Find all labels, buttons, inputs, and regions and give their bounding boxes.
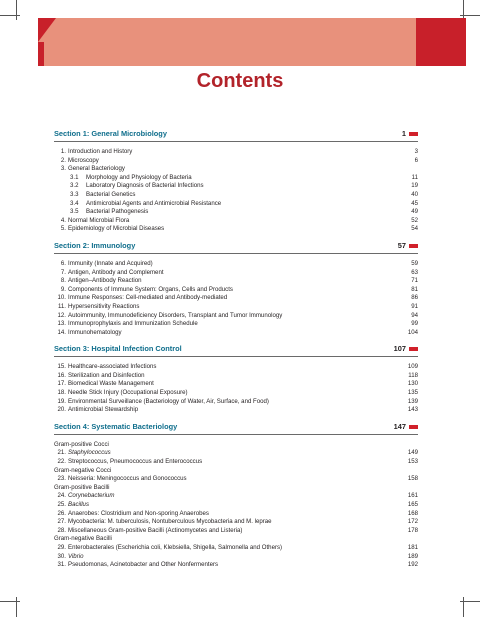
- entry-number: 9.: [60, 285, 66, 293]
- toc-entry[interactable]: [54, 312, 418, 321]
- entry-title: Antimicrobial Stewardship: [68, 406, 139, 414]
- entry-number: 31.: [57, 561, 66, 569]
- entry-number: 30.: [57, 552, 66, 560]
- toc-entry[interactable]: [54, 458, 418, 467]
- entry-number: 15.: [57, 363, 66, 371]
- toc-entry[interactable]: [54, 544, 418, 553]
- toc-entry[interactable]: [54, 217, 418, 226]
- entry-title: Miscellaneous Gram-positive Bacilli (Actinomycetes and Listeria): [68, 526, 243, 534]
- crop-mark: [16, 597, 17, 617]
- entry-number: 3.: [60, 165, 66, 173]
- entry-title: Gram-positive Bacilli: [54, 483, 110, 491]
- entry-title: Environmental Surveillance (Bacteriology of Water, Air, Surface, and Food): [68, 397, 269, 405]
- entry-page: 192: [407, 561, 418, 569]
- toc-entry[interactable]: [54, 553, 418, 562]
- section-rule: [54, 434, 418, 435]
- entry-title: Antimicrobial Agents and Antimicrobial Resistance: [86, 199, 222, 207]
- toc-entry[interactable]: [54, 182, 418, 191]
- entry-number: 12.: [57, 311, 66, 319]
- toc-group-label: [54, 484, 418, 493]
- entry-title: Streptococcus, Pneumococcus and Enterococcus: [68, 458, 203, 466]
- toc-entry[interactable]: [54, 200, 418, 209]
- entry-number: 25.: [57, 501, 66, 508]
- entry-number: 8.: [60, 277, 66, 285]
- toc-entry[interactable]: [54, 561, 418, 570]
- entry-number: 6.: [60, 259, 66, 267]
- entry-number: 7.: [60, 268, 66, 276]
- toc-entry[interactable]: [54, 269, 418, 278]
- entry-number: 3.5: [70, 208, 79, 216]
- entry-number: 10.: [57, 294, 66, 302]
- entry-number: 11.: [57, 302, 66, 310]
- section-heading[interactable]: [54, 128, 418, 142]
- entry-number: 28.: [57, 526, 66, 534]
- toc-entry[interactable]: [54, 303, 418, 312]
- toc-group-label: [54, 535, 418, 544]
- toc-entry[interactable]: [54, 286, 418, 295]
- section-title: Section 2: Immunology: [54, 240, 136, 250]
- entry-number: 22.: [57, 458, 66, 466]
- entry-page: 59: [411, 259, 418, 267]
- entry-title: Immunity (Innate and Acquired): [68, 259, 153, 267]
- entry-page: 165: [407, 501, 418, 508]
- entry-number: 18.: [57, 389, 66, 397]
- section-heading[interactable]: [54, 343, 418, 357]
- entry-page: 161: [407, 492, 418, 500]
- entry-title: Gram-negative Cocci: [54, 466, 112, 474]
- entry-title: Vibrio: [68, 552, 84, 560]
- toc-entry[interactable]: [54, 277, 418, 286]
- section-marker: [409, 425, 418, 429]
- entry-page: 153: [407, 458, 418, 466]
- entry-page: 178: [407, 526, 418, 534]
- section-page: 57: [397, 240, 406, 250]
- entry-number: 19.: [57, 397, 66, 405]
- section-heading[interactable]: [54, 421, 418, 435]
- section-marker: [409, 347, 418, 351]
- toc-entry[interactable]: [54, 191, 418, 200]
- entry-page: 45: [411, 199, 418, 207]
- entry-page: 3: [414, 148, 418, 155]
- entry-page: 11: [411, 173, 418, 181]
- toc-entry[interactable]: [54, 501, 418, 510]
- entry-page: 91: [411, 302, 418, 310]
- toc-entry[interactable]: [54, 165, 418, 174]
- entry-title: Enterobacterales (Escherichia coli, Klebsiella, Shigella, Salmonella and Others): [68, 543, 283, 551]
- entry-title: Bacterial Pathogenesis: [86, 208, 149, 216]
- entry-number: 3.4: [70, 199, 79, 207]
- entry-number: 27.: [57, 518, 66, 526]
- entry-page: 181: [407, 543, 418, 551]
- entry-title: Bacillus: [68, 501, 89, 508]
- entry-title: Immunohematology: [68, 328, 122, 336]
- toc-entry[interactable]: [54, 389, 418, 398]
- entry-title: Epidemiology of Microbial Diseases: [68, 225, 165, 233]
- entry-page: 81: [411, 285, 418, 293]
- entry-number: 17.: [57, 380, 66, 388]
- toc-entry[interactable]: [54, 157, 418, 166]
- section-page: 107: [393, 344, 406, 354]
- entry-title: Pseudomonas, Acinetobacter and Other Nonfermenters: [68, 561, 219, 569]
- entry-number: 14.: [57, 328, 66, 336]
- entry-number: 5.: [60, 225, 66, 233]
- entry-number: 16.: [57, 371, 66, 379]
- toc-entry[interactable]: [54, 320, 418, 329]
- toc-entry[interactable]: [54, 449, 418, 458]
- header-band-accent: [416, 18, 466, 66]
- entry-number: 3.3: [70, 190, 79, 198]
- section-marker: [409, 244, 418, 248]
- entry-page: 135: [407, 389, 418, 397]
- header-band-edge: [38, 42, 44, 66]
- entry-title: Corynebacterium: [68, 492, 115, 500]
- crop-mark: [0, 601, 20, 602]
- entry-title: Introduction and History: [68, 148, 133, 155]
- toc-entry[interactable]: [54, 329, 418, 338]
- entry-page: 63: [411, 268, 418, 276]
- entry-title: Bacterial Genetics: [86, 190, 136, 198]
- toc-entry[interactable]: [54, 363, 418, 372]
- toc-entry[interactable]: [54, 518, 418, 527]
- section-marker: [409, 132, 418, 136]
- entry-page: 94: [411, 311, 418, 319]
- entry-page: 172: [407, 518, 418, 526]
- toc-entry[interactable]: [54, 294, 418, 303]
- header-band: [38, 18, 466, 66]
- toc-entry[interactable]: [54, 527, 418, 536]
- toc-entry[interactable]: [54, 208, 418, 217]
- entry-number: 20.: [57, 406, 66, 414]
- entry-title: Antigen–Antibody Reaction: [68, 277, 142, 285]
- entry-page: 86: [411, 294, 418, 302]
- section-title: Section 3: Hospital Infection Control: [54, 344, 182, 354]
- entry-page: 54: [411, 225, 418, 233]
- entry-page: 149: [407, 449, 418, 457]
- toc-entry[interactable]: [54, 148, 418, 157]
- crop-mark: [463, 597, 464, 617]
- entry-page: 40: [411, 190, 418, 198]
- entry-page: 168: [407, 509, 418, 517]
- entry-title: Neisseria: Meningococcus and Gonococcus: [68, 475, 187, 483]
- entry-number: 21.: [57, 449, 66, 457]
- section-rule: [54, 141, 418, 142]
- entry-number: 4.: [60, 216, 66, 224]
- entry-title: Sterilization and Disinfection: [68, 371, 145, 379]
- entry-page: 130: [407, 380, 418, 388]
- toc-entry[interactable]: [54, 380, 418, 389]
- entry-number: 23.: [57, 475, 66, 483]
- section-heading[interactable]: [54, 240, 418, 254]
- toc-entry[interactable]: [54, 406, 418, 415]
- entry-title: Hypersensitivity Reactions: [68, 302, 140, 310]
- entry-title: Healthcare-associated Infections: [68, 363, 157, 371]
- toc-entry[interactable]: [54, 225, 418, 234]
- entry-title: Microscopy: [68, 156, 99, 164]
- entry-page: 99: [411, 320, 418, 328]
- toc-entry[interactable]: [54, 398, 418, 407]
- entry-title: Components of Immune System: Organs, Cells and Products: [68, 285, 233, 293]
- entry-page: 71: [411, 277, 418, 285]
- entry-page: 52: [411, 216, 418, 224]
- entry-title: Laboratory Diagnosis of Bacterial Infections: [86, 182, 204, 190]
- entry-title: Mycobacteria: M. tuberculosis, Nontuberculous Mycobacteria and M. leprae: [68, 518, 272, 526]
- entry-title: General Bacteriology: [68, 165, 125, 173]
- crop-mark: [463, 0, 464, 20]
- toc-entry[interactable]: [54, 174, 418, 183]
- toc-entry[interactable]: [54, 492, 418, 501]
- entry-page: 143: [407, 406, 418, 414]
- entry-title: Morphology and Physiology of Bacteria: [86, 173, 192, 181]
- entry-title: Staphylococcus: [68, 449, 111, 457]
- page-title: Contents: [196, 70, 284, 92]
- entry-page: 189: [407, 552, 418, 560]
- entry-number: 26.: [57, 509, 66, 517]
- entry-page: 158: [407, 475, 418, 483]
- entry-page: 6: [414, 156, 418, 164]
- entry-title: Needle Stick Injury (Occupational Exposure): [68, 389, 188, 397]
- section-title: Section 4: Systematic Bacteriology: [54, 421, 178, 431]
- entry-title: Autoimmunity, Immunodeficiency Disorders, Transplant and Tumor Immunology: [68, 311, 283, 319]
- toc-group-label: [54, 441, 418, 450]
- entry-page: 139: [407, 397, 418, 405]
- entry-page: 109: [407, 363, 418, 371]
- header-band-corner: [38, 18, 56, 42]
- section-title: Section 1: General Microbiology: [54, 129, 167, 138]
- section-rule: [54, 253, 418, 254]
- entry-page: 118: [408, 371, 418, 379]
- section-page: 1: [401, 129, 406, 138]
- section-rule: [54, 356, 418, 357]
- entry-number: 3.1: [70, 173, 79, 181]
- entry-number: 3.2: [70, 182, 79, 190]
- crop-mark: [0, 15, 20, 16]
- section-page: 147: [393, 421, 406, 431]
- entry-title: Gram-negative Bacilli: [54, 535, 112, 543]
- entry-number: 13.: [57, 320, 66, 328]
- entry-title: Gram-positive Cocci: [54, 440, 109, 448]
- table-of-contents: [54, 128, 418, 570]
- toc-group-label: [54, 467, 418, 476]
- entry-number: 29.: [57, 543, 66, 551]
- entry-title: Normal Microbial Flora: [68, 216, 130, 224]
- entry-page: 19: [411, 182, 418, 190]
- entry-number: 2.: [60, 156, 66, 164]
- crop-mark: [16, 0, 17, 20]
- toc-entry[interactable]: [54, 510, 418, 519]
- entry-title: Biomedical Waste Management: [68, 380, 154, 388]
- entry-title: Antigen, Antibody and Complement: [68, 268, 164, 276]
- entry-page: 49: [411, 208, 418, 216]
- entry-number: 24.: [57, 492, 66, 500]
- entry-title: Immunoprophylaxis and Immunization Schedule: [68, 320, 198, 328]
- toc-entry[interactable]: [54, 475, 418, 484]
- entry-page: 104: [407, 328, 418, 336]
- toc-entry[interactable]: [54, 372, 418, 381]
- toc-entry[interactable]: [54, 260, 418, 269]
- entry-title: Immune Responses: Cell-mediated and Antibody-mediated: [68, 294, 228, 302]
- entry-title: Anaerobes: Clostridium and Non-sporing Anaerobes: [68, 509, 209, 517]
- entry-number: 1.: [60, 148, 66, 155]
